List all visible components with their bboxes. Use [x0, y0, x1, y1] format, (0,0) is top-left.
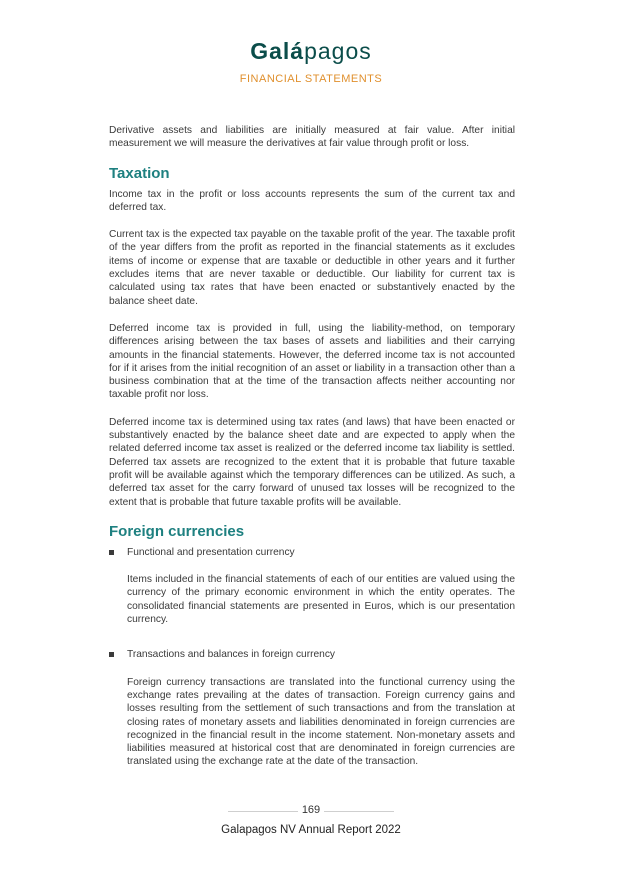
taxation-heading: Taxation: [109, 164, 170, 182]
taxation-paragraph: Deferred income tax is determined using tax rates (and laws) that have been enacted or substantively enacted by the balance sheet date and are expected to apply when the related deferred income tax asset is realized or the deferred income tax liability is settled. Deferred tax assets are recognized to the extent that it is probable that future taxable profit will be available against which the temporary differences can be utilized. As such, a deferred tax asset for the carry forward of unused tax losses will be recognized to the extent that is probable that future taxable profits will be available.: [109, 416, 515, 508]
bullet-square-icon: [109, 652, 114, 657]
bullet-title: Transactions and balances in foreign currency: [127, 649, 336, 661]
taxation-paragraph: Deferred income tax is provided in full, using the liability-method, on temporary differences arising between the tax bases of assets and liabilities and their carrying amounts in the financial statements. However, the deferred income tax is not accounted for if it arises from the initial recognition of an asset or liability in a transaction other than a business combination that at the time of the transaction affects neither accounting nor taxable profit nor loss.: [109, 322, 515, 401]
page-number: 169: [301, 804, 321, 816]
bullet-title: Functional and presentation currency: [127, 546, 295, 558]
main-content: [109, 124, 515, 791]
report-title: Galapagos NV Annual Report 2022: [221, 824, 401, 836]
logo-light-part: pagos: [304, 38, 372, 64]
taxation-paragraph: Income tax in the profit or loss accounts represents the sum of the current tax and deferred tax.: [109, 188, 515, 213]
bullet-body: Items included in the financial statements of each of our entities are valued using the currency of the primary economic environment in which the entity operates. The consolidated financial statements are presented in Euros, which is our presentation currency.: [127, 574, 515, 626]
taxation-paragraph: Current tax is the expected tax payable on the taxable profit of the year. The taxable profit of the year differs from the profit as reported in the financial statements as it excludes items of income or expense that are taxable or deductible in other years and it further excludes items that are never taxable or deductible. Our liability for current tax is calculated using tax rates that have been enacted or substantively enacted by the balance sheet date.: [109, 229, 515, 307]
bullet-item: [109, 546, 515, 559]
bullet-item: [109, 648, 515, 661]
company-logo: [0, 38, 622, 65]
bullet-square-icon: [109, 550, 114, 555]
section-subtitle: FINANCIAL STATEMENTS: [239, 73, 383, 85]
foreign-currencies-heading: Foreign currencies: [109, 522, 245, 540]
bullet-body: Foreign currency transactions are translated into the functional currency using the exchange rates prevailing at the dates of transaction. Foreign currency gains and losses resulting from the settlement of such transactions and from the translation at closing rates of monetary assets and liabilities denominated in foreign currencies are recognized in the financial result in the income statement. Non-monetary assets and liabilities measured at historical cost that are denominated in foreign currencies are translated using the exchange rate at the date of the transaction.: [127, 676, 515, 768]
logo-bold-part: Galá: [250, 38, 305, 64]
intro-paragraph: Derivative assets and liabilities are initially measured at fair value. After initial measurement we will measure the derivatives at fair value through profit or loss.: [109, 125, 515, 150]
